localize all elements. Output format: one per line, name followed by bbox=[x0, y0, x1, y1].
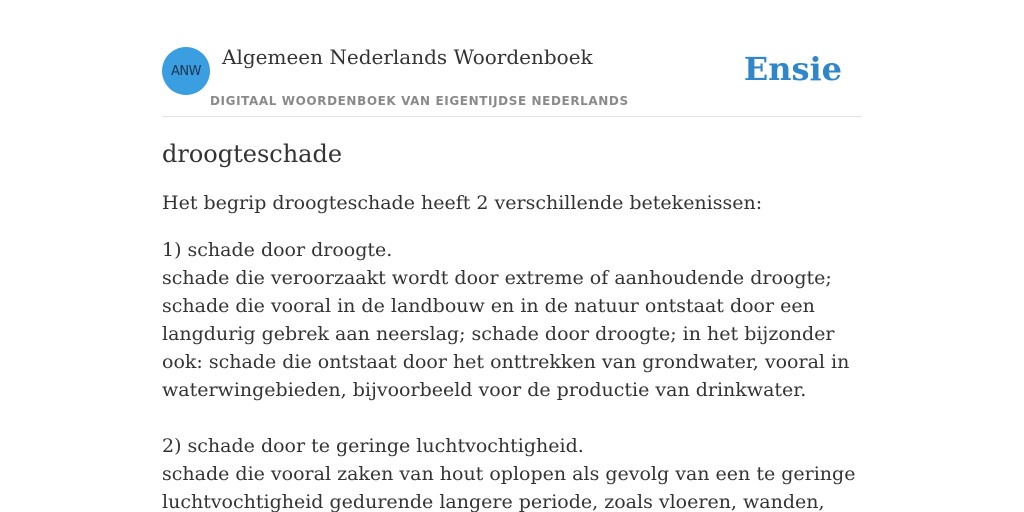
sense-definition: schade die vooral zaken van hout oplopen als gevolg van een te geringe luchtvochtigheid gedurende langere periode, zoals vloeren, wanden, bbox=[162, 463, 856, 512]
sense-1 bbox=[162, 236, 866, 404]
sense-definition: schade die veroorzaakt wordt door extreme of aanhoudende droogte; schade die vooral in de landbouw en in de natuur ontstaat door een langdurig gebrek aan neerslag; schade door droogte; in het bijzonder ook: schade die ontstaat door het onttrekken van grondwater, vooral in waterwingebieden, bijvoorbeeld voor de productie van drinkwater. bbox=[162, 267, 850, 401]
sense-2 bbox=[162, 432, 866, 512]
site-title[interactable]: Algemeen Nederlands Woordenboek bbox=[222, 45, 593, 69]
headword: droogteschade bbox=[162, 140, 343, 168]
entry-intro: Het begrip droogteschade heeft 2 verschillende betekenissen: bbox=[162, 192, 763, 214]
site-header bbox=[162, 40, 862, 117]
ensie-brand-link[interactable]: Ensie bbox=[743, 50, 842, 88]
sense-title: 2) schade door te geringe luchtvochtigheid. bbox=[162, 435, 584, 457]
sense-title: 1) schade door droogte. bbox=[162, 239, 393, 261]
anw-logo[interactable] bbox=[162, 47, 210, 95]
entry-content bbox=[162, 138, 866, 512]
site-subtitle: DIGITAAL WOORDENBOEK VAN EIGENTIJDSE NEDERLANDS bbox=[210, 94, 629, 108]
logo-text: ANW bbox=[171, 63, 201, 79]
